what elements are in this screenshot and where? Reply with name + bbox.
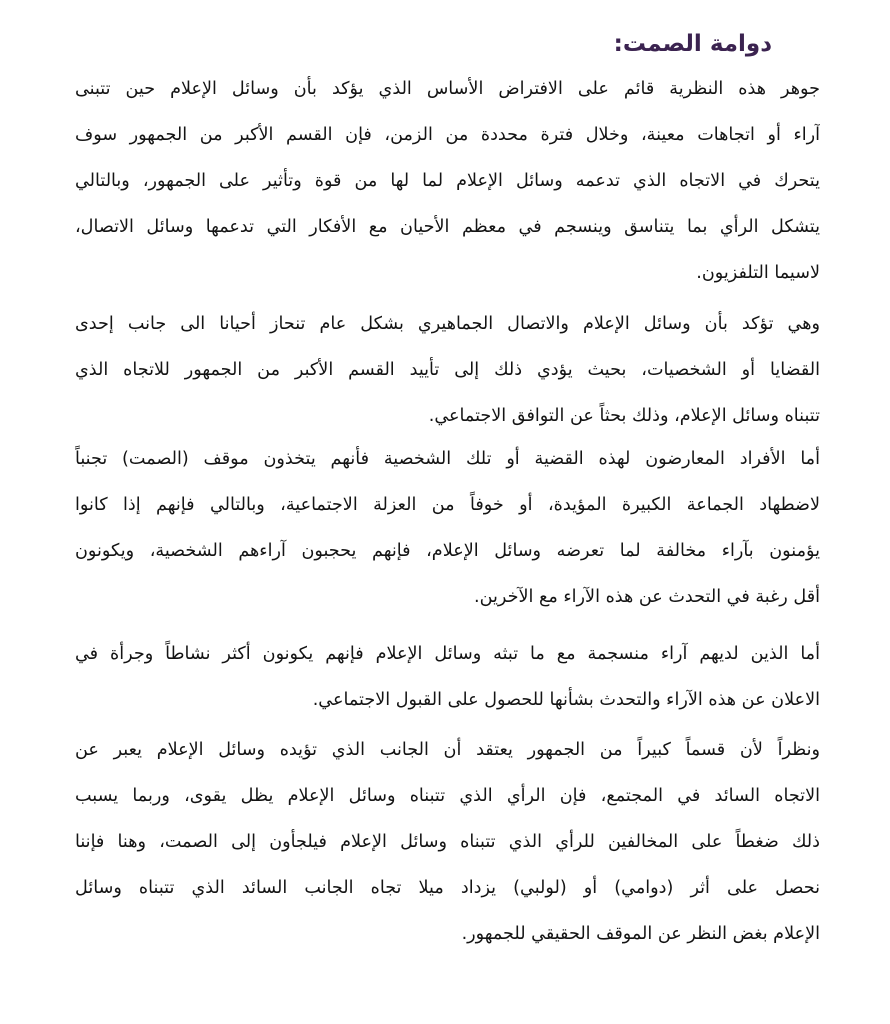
text-line: آراء أو اتجاهات معينة، وخلال فترة محددة من الزمن، فإن القسم الأكبر من الجمهور سوف: [75, 125, 820, 145]
text-line: ذلك ضغطاً على المخالفين للرأي الذي تتبناه وسائل الإعلام فيلجأون إلى الصمت، وهنا فإننا: [75, 832, 820, 852]
text-line: القضايا أو الشخصيات، بحيث يؤدي ذلك إلى تأييد القسم الأكبر من الجمهور للاتجاه الذي: [75, 360, 820, 380]
text-line: نحصل على أثر (دوامي) أو (لولبي) يزداد ميلا تجاه الجانب السائد الذي تتبناه وسائل: [75, 878, 820, 898]
text-line: أقل رغبة في التحدث عن هذه الآراء مع الآخرين.: [474, 587, 820, 607]
text-line: يؤمنون بآراء مخالفة لما تعرضه وسائل الإعلام، فإنهم يحجبون آراءهم الشخصية، ويكونون: [75, 541, 820, 561]
text-line: الإعلام بغض النظر عن الموقف الحقيقي للجمهور.: [461, 924, 820, 944]
text-line: أما الذين لديهم آراء منسجمة مع ما تبثه وسائل الإعلام فإنهم يكونون أكثر نشاطاً وجرأة في: [75, 644, 820, 664]
text-line: وهي تؤكد بأن وسائل الإعلام والاتصال الجماهيري بشكل عام تنحاز أحيانا الى جانب إحدى: [75, 314, 820, 334]
paragraph-5: [75, 727, 820, 957]
text-line: يتشكل الرأي بما يتناسق وينسجم في معظم الأحيان مع الأفكار التي تدعمها وسائل الاتصال،: [75, 217, 820, 237]
text-line: يتحرك في الاتجاه الذي تدعمه وسائل الإعلام لما لها من قوة وتأثير على الجمهور، وبالتالي: [75, 171, 820, 191]
paragraph-2: [75, 301, 820, 439]
text-line: جوهر هذه النظرية قائم على الافتراض الأساس الذي يؤكد بأن وسائل الإعلام حين تتبنى: [75, 79, 820, 99]
paragraph-1: [75, 66, 820, 296]
text-line: أما الأفراد المعارضون لهذه القضية أو تلك الشخصية فأنهم يتخذون موقف (الصمت) تجنباً: [75, 449, 820, 469]
section-title: دوامة الصمت:: [613, 31, 772, 57]
text-line: الاتجاه السائد في المجتمع، فإن الرأي الذي تتبناه وسائل الإعلام يظل يقوى، وربما يسبب: [75, 786, 820, 806]
text-line: الاعلان عن هذه الآراء والتحدث بشأنها للحصول على القبول الاجتماعي.: [312, 690, 820, 710]
text-line: لاضطهاد الجماعة الكبيرة المؤيدة، أو خوفاً من العزلة الاجتماعية، وبالتالي فإنهم إذا كانوا: [75, 495, 820, 515]
paragraph-3: [75, 436, 820, 620]
text-line: تتبناه وسائل الإعلام، وذلك بحثاً عن التوافق الاجتماعي.: [428, 406, 820, 426]
paragraph-4: [75, 631, 820, 723]
text-line: ونظراً لأن قسماً كبيراً من الجمهور يعتقد أن الجانب الذي تؤيده وسائل الإعلام يعبر عن: [75, 740, 820, 760]
text-line: لاسيما التلفزيون.: [696, 263, 820, 283]
